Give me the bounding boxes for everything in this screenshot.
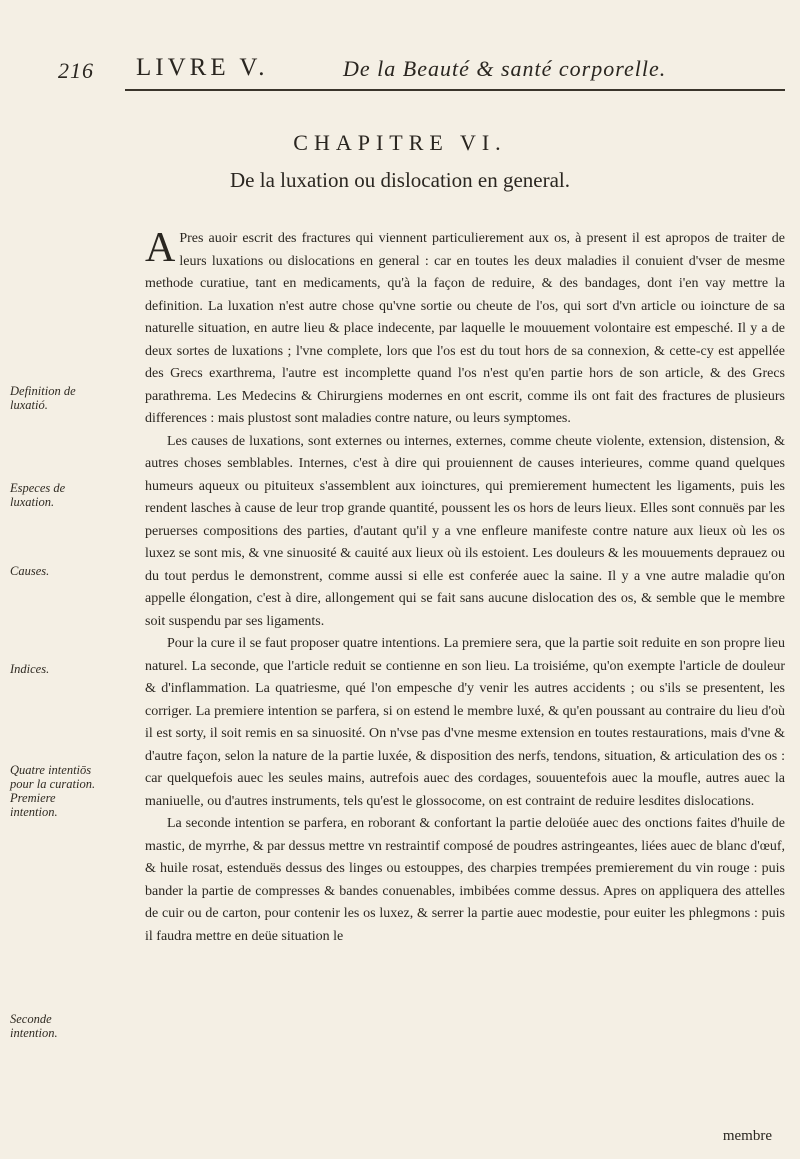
drop-cap: A — [145, 225, 176, 271]
chapter-subtitle: De la luxation ou dislocation en general. — [230, 168, 570, 192]
margin-note-indices: Indices. — [10, 662, 50, 676]
paragraph: Les causes de luxations, sont externes ou internes, externes, comme cheute violente, extension, distension, & autres choses semblables. Internes, c'est à dire qui prouiennent de causes interieures, comme quand quelques humeurs aqueux ou pituiteux s'assemblent aux ioinctures, qui premierement humectent les ligaments, puis les rendent lasches à cause de leur trop grande quantité, poussent les os hors de leurs lieux. Elles sont connuës par les peruerses compositions des parties, d'autant qu'il y a vne enfleure manifeste contre nature aux lieux où les os luxez se sont mis, & vne sinuosité & cauité aux lieux où ils estoient. Les douleurs & les mouuements deprauez ou du tout perdus le demonstrent, comme aussi si elle est conferée auec la saine. Il y a vne autre maladie qu'on appelle élongation, c'est à dire, allongement qui se fait sans aucune dislocation des os, & semble que le membre soit suspendu par ses ligaments. — [145, 433, 785, 629]
margin-note-seconde: Seconde intention. — [10, 1012, 58, 1040]
running-head — [58, 52, 778, 92]
book-title: LIVRE V. — [136, 54, 269, 81]
header-rule — [125, 89, 785, 91]
paragraph — [145, 225, 785, 431]
paragraph: La seconde intention se parfera, en roborant & confortant la partie deloüée auec des onctions faites d'huile de mastic, de myrrhe, & par dessus mettre vn restraintif composé de poudres astringeantes, liées auec de blanc d'œuf, & huile rosat, estenduës dessus des linges ou estouppes, des charpies trempées premierement du vin rouge : puis bander la partie de compresses & bandes conuenables, imbibées comme dessus. Apres on appliquera des attelles de cuir ou de carton, pour contenir les os luxez, & serrer la partie auec modestie, pour euiter les phlegmons : puis il faudra mettre en deüe situation le — [145, 816, 785, 944]
margin-note-especes: Especes de luxation. — [10, 481, 66, 509]
paragraph-text: Pres auoir escrit des fractures qui viennent particulierement aux os, à present il est apropos de traiter de leurs luxations ou dislocations en general : car en toutes les deux maladies il conuient d'vser de mesme methode curatiue, tant en medicaments, qu'à la façon de reduire, & des bandages, dont i'en vay mettre la definition. La luxation n'est autre chose qu'vne sortie ou cheute de l'os, qui sort d'vn article ou ioincture de sa naturelle situation, en autre lieu & place indecente, par laquelle le mouuement volontaire est empesché. Il y a de deux sortes de luxations ; l'vne complete, lors que l'os est du tout hors de sa connexion, & cette-cy est appellée des Grecs exarthrema, l'autre est incomplette quand l'os n'est qu'en partie hors de son article, & des Grecs parathrema. Les Medecins & Chirurgiens modernes en ont escrit, comme ils ont fait des fractures de plusieurs differences : mais plustost sont maladies contre nature, ou leurs symptomes. — [145, 231, 785, 426]
catchword: membre — [722, 1128, 772, 1144]
chapter-heading: CHAPITRE VI. — [293, 130, 507, 155]
body-text — [145, 225, 785, 948]
margin-note-intentions: Quatre intentiōs pour la curation. Premiere intention. — [10, 763, 96, 819]
margin-note-causes: Causes. — [10, 564, 50, 578]
paragraph: Pour la cure il se faut proposer quatre intentions. La premiere sera, que la partie soit reduite en son propre lieu naturel. La seconde, que l'article reduit se contienne en son lieu. La troisiéme, qu'on exempte l'article de douleur & d'inflammation. La quatriesme, qué l'on empesche d'y venir les autres accidents ; ou s'ils se presentent, les corriger. La premiere intention se parfera, si on estend le membre luxé, & qu'en poussant au contraire du lieu d'où il est sorty, il soit remis en sa sinuosité. On n'vse pas d'vne mesme extension en toutes restaurations, mais d'vne & d'autre façon, selon la nature de la partie luxée, & disposition des nerfs, tendons, situation, & articulation des os : car quelquefois auec les seules mains, autrefois auec des cordages, souuentefois auec la moufle, autres auec la maniuelle, ou d'autres instruments, tels qu'est le glossocome, on est contraint de reduire lesdites dislocations. — [145, 636, 785, 809]
margin-note-definition: Definition de luxatió. — [10, 384, 76, 412]
running-title: De la Beauté & santé corporelle. — [343, 56, 667, 81]
page-number: 216 — [58, 58, 94, 83]
